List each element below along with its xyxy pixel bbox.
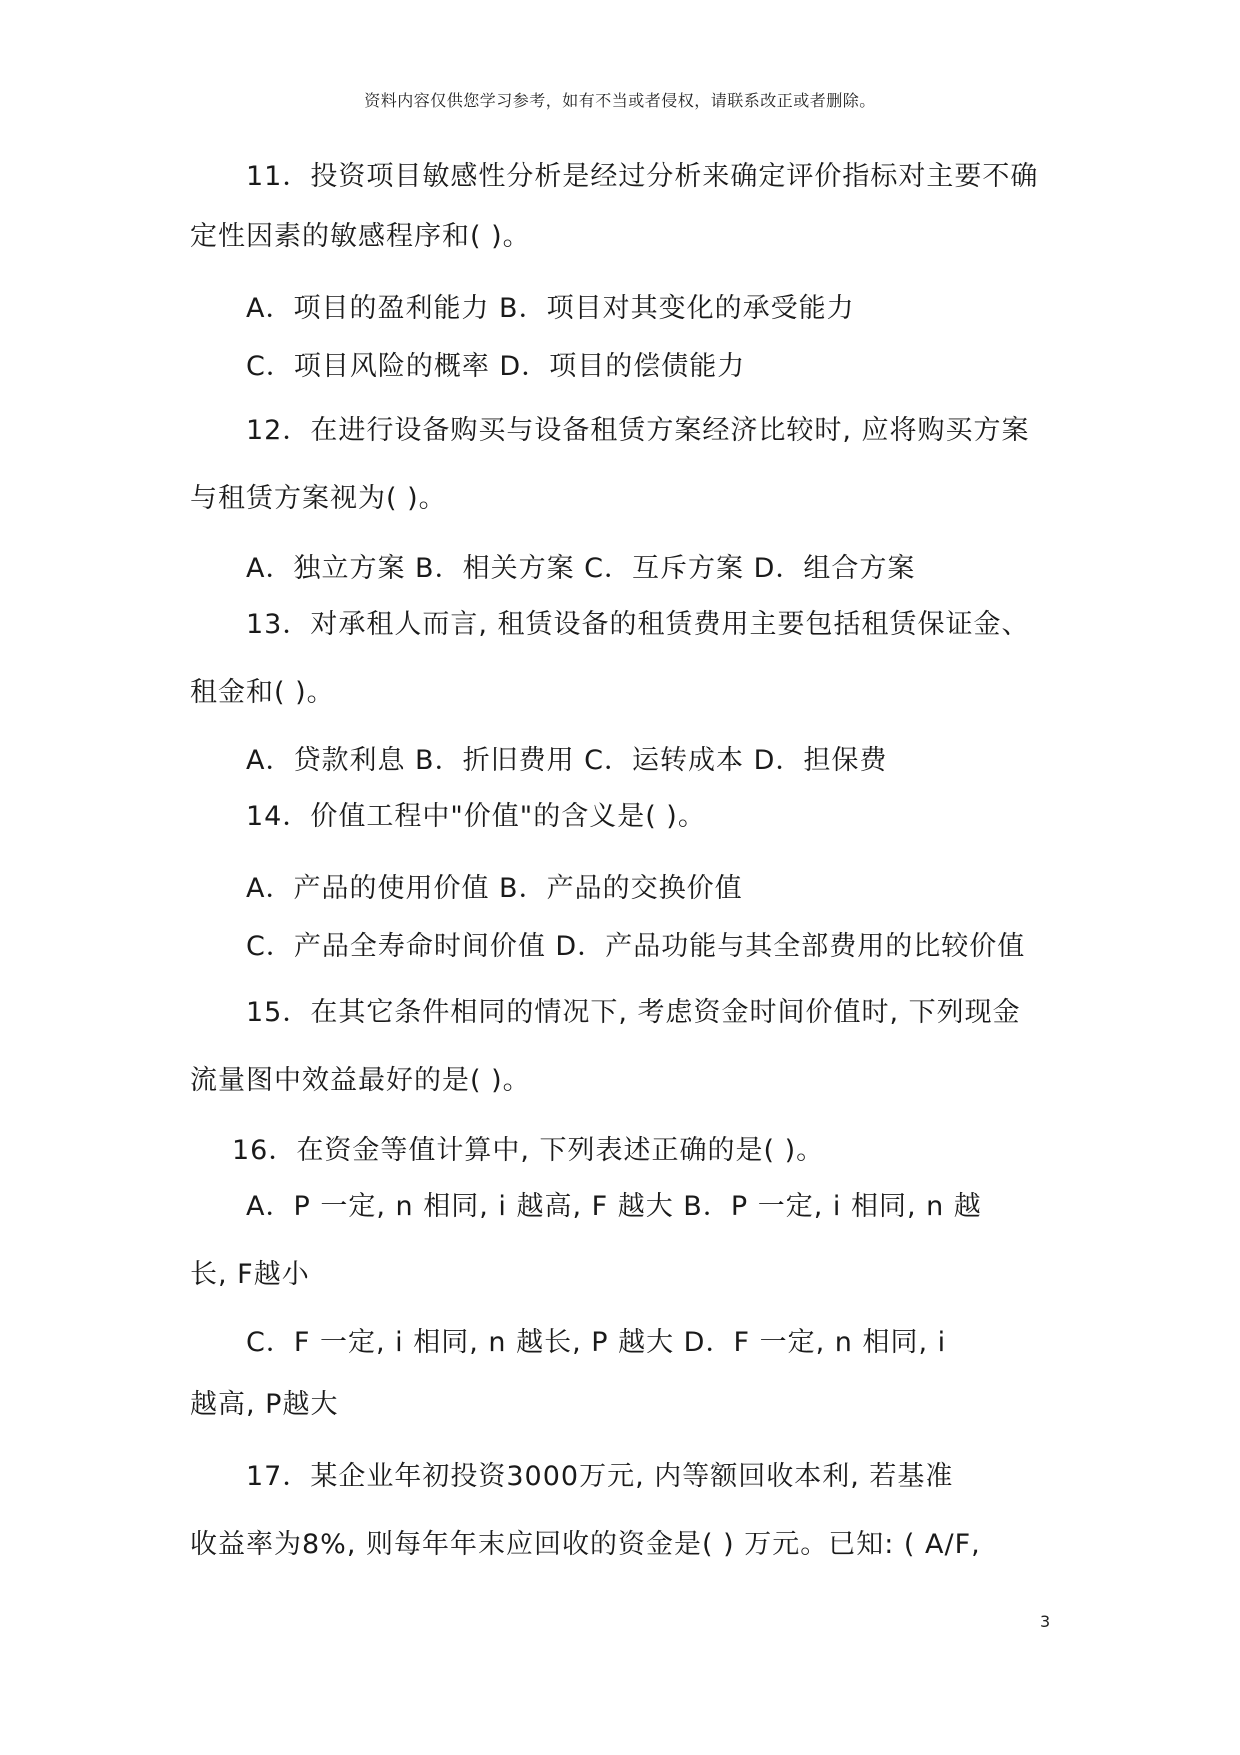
question-14-options-cd: C．产品全寿命时间价值 D．产品功能与其全部费用的比较价值 <box>246 931 1026 962</box>
question-12-options: A．独立方案 B．相关方案 C．互斥方案 D．组合方案 <box>246 553 916 584</box>
question-12-line-2: 与租赁方案视为( )。 <box>190 483 447 514</box>
question-17-line-2: 收益率为8%, 则每年年末应回收的资金是( ) 万元。已知: ( A/F, <box>190 1529 981 1560</box>
question-14-line-1: 14．价值工程中"价值"的含义是( )。 <box>246 801 706 832</box>
question-16-line-1: 16．在资金等值计算中, 下列表述正确的是( )。 <box>232 1135 825 1166</box>
question-16-options-cd-line-2: 越高, P越大 <box>190 1389 339 1420</box>
question-15-line-2: 流量图中效益最好的是( )。 <box>190 1065 531 1096</box>
question-11-line-2: 定性因素的敏感程序和( )。 <box>190 221 531 252</box>
question-11-line-1: 11．投资项目敏感性分析是经过分析来确定评价指标对主要不确 <box>246 161 1039 192</box>
question-16-options-cd-line-1: C．F 一定, i 相同, n 越长, P 越大 D．F 一定, n 相同, i <box>246 1327 947 1358</box>
page-number: 3 <box>1040 1612 1051 1631</box>
question-13-options: A．贷款利息 B．折旧费用 C．运转成本 D．担保费 <box>246 745 888 776</box>
question-16-options-ab-line-2: 长, F越小 <box>190 1259 310 1290</box>
question-11-options-ab: A．项目的盈利能力 B．项目对其变化的承受能力 <box>246 293 855 324</box>
question-16-options-ab-line-1: A．P 一定, n 相同, i 越高, F 越大 B．P 一定, i 相同, n 越 <box>246 1191 982 1222</box>
question-12-line-1: 12．在进行设备购买与设备租赁方案经济比较时, 应将购买方案 <box>246 415 1030 446</box>
question-15-line-1: 15．在其它条件相同的情况下, 考虑资金时间价值时, 下列现金 <box>246 997 1021 1028</box>
question-13-line-1: 13．对承租人而言, 租赁设备的租赁费用主要包括租赁保证金、 <box>246 609 1030 640</box>
question-11-options-cd: C．项目风险的概率 D．项目的偿债能力 <box>246 351 746 382</box>
copyright-notice: 资料内容仅供您学习参考，如有不当或者侵权，请联系改正或者删除。 <box>364 91 876 110</box>
question-17-line-1: 17．某企业年初投资3000万元, 内等额回收本利, 若基准 <box>246 1461 954 1492</box>
question-13-line-2: 租金和( )。 <box>190 677 335 708</box>
question-14-options-ab: A．产品的使用价值 B．产品的交换价值 <box>246 873 743 904</box>
